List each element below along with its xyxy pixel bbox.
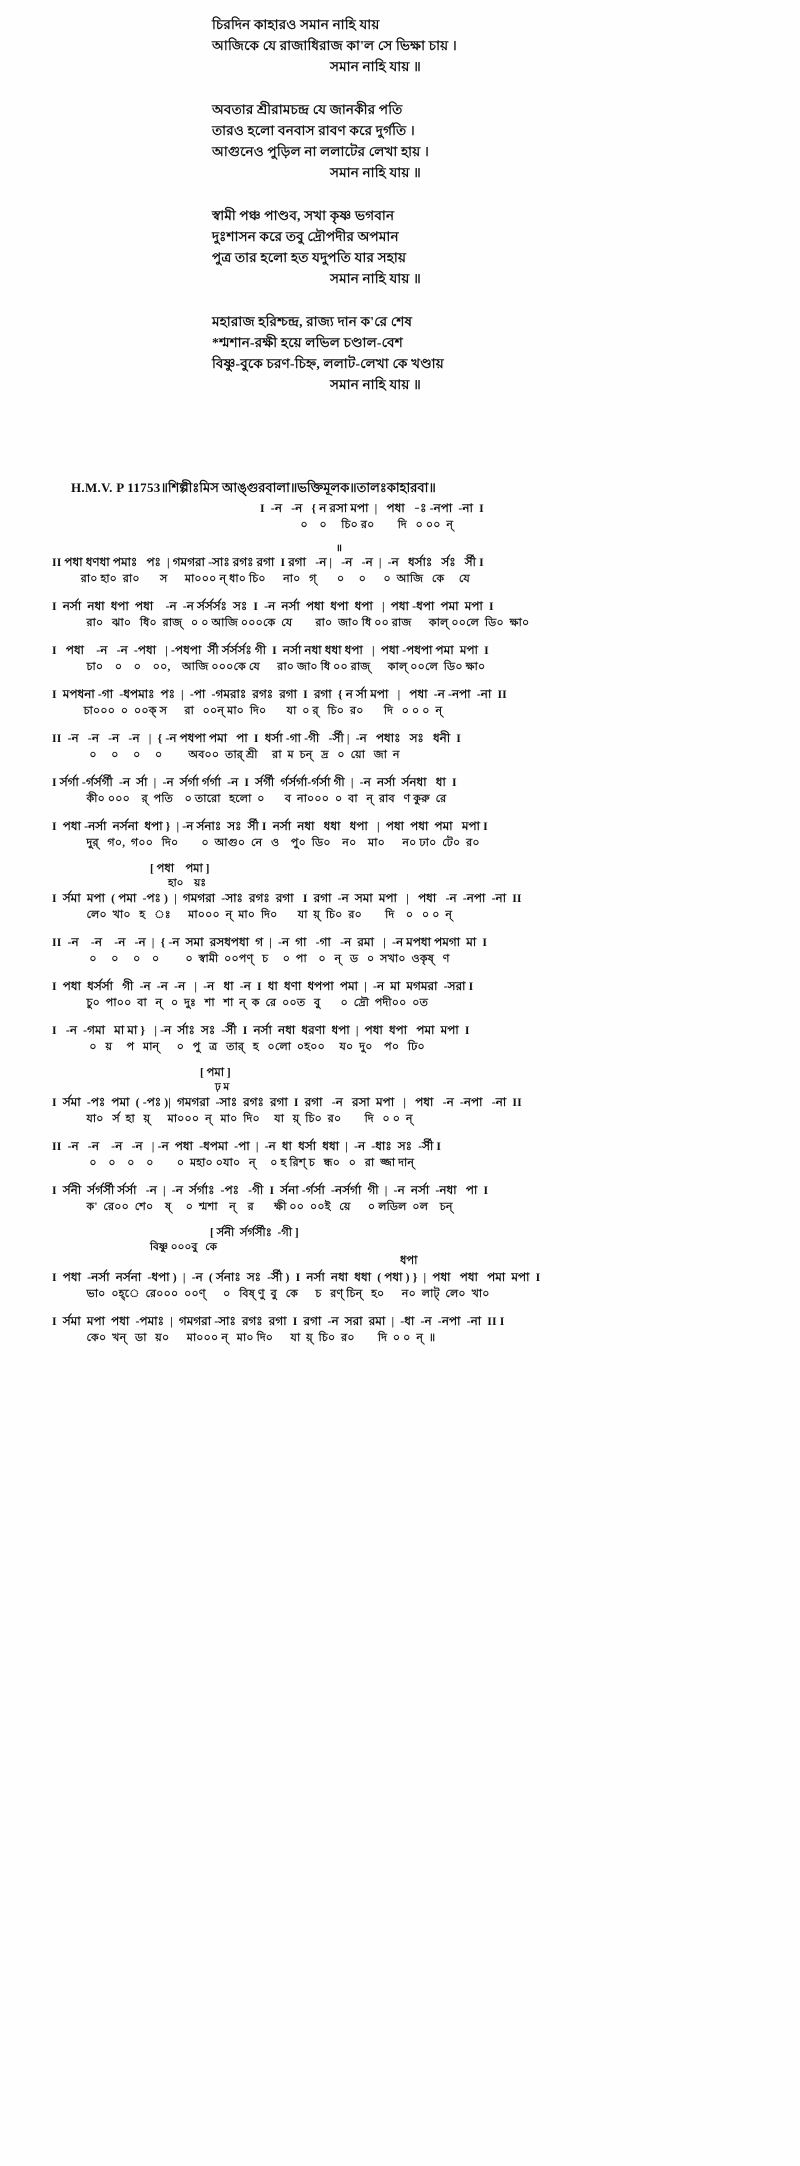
notation-block	[0, 544, 800, 588]
separator-danda: ॥	[289, 480, 298, 495]
notation-block	[0, 1182, 800, 1216]
section-marker-lyric: হা০ য়ঃ	[168, 878, 207, 889]
genre-label: ভক্তিমূলক	[297, 480, 350, 495]
swara-row: I পধা ধর্সর্সা গী -ন -ন -ন | -ন ধা -ন I ধা ধণা ধপপা পমা | -ন মা মগমরা -সরা I	[52, 979, 474, 993]
notation-block	[0, 642, 800, 676]
swara-row: I র্সমা মপা ( পমা -পঃ ) | গমগরা -সাঃ রগঃ রগা I রগা -ন সমা মপা | পধা -ন -নপা -না II	[52, 891, 522, 905]
lyric-row: রা০ হা০ রা০ স মা০০০ ন্ ধা০ চি০ না০ গ্ ০ ০ ০ আজি কে যে	[72, 573, 470, 585]
lyric-refrain: সমান নাহি যায় ॥	[330, 377, 421, 392]
lyric-line: পুত্র তার হলো হত যদুপতি যার সহায়	[212, 250, 407, 265]
swara-row: I পধা -নর্সা নর্সনা ধপা } | -ন র্সনাঃ সঃ র্সী I নর্সা নধা ধধা ধপা | পধা পধা পমা মপা I	[52, 819, 488, 833]
lyric-refrain: সমান নাহি যায় ॥	[330, 271, 421, 286]
lyric-line: অবতার শ্রীরামচন্দ্র যে জানকীর পতি	[212, 102, 403, 117]
swara-row: I -ন -ন { ন রসা মপা | পধা -ঃ -নপা -না I	[260, 501, 484, 515]
lyric-row: ০ ০ ০ ০ অব০০ তার্ শ্রী রা ম চন্ দ্র ০ য়ো জা ন	[72, 749, 400, 761]
tala-name: কাহারবা	[386, 480, 429, 495]
swara-row: I র্সর্গা -র্গর্সর্গী -ন র্সা | -ন র্সর্গা র্গর্গা -ন I র্সর্গী র্গর্সর্গা-র্গর্সা গী | -ন নর্সা র্সনধা ধা I	[52, 775, 457, 789]
notation-block	[0, 686, 800, 720]
lyric-row: ০ ০ ০ ০ ০ স্বামী ০০পণ্ চ ০ পা ০ ন্ ড ০ সখা০ ওকৃষ্ ণ	[72, 953, 450, 965]
notation-block	[0, 1138, 800, 1172]
notation-block	[0, 934, 800, 968]
notation-block	[0, 774, 800, 808]
record-catalog-number: H.M.V. P 11753	[71, 480, 161, 495]
lyric-refrain: সমান নাহি যায় ॥	[330, 165, 421, 180]
lyric-line: *শ্মশান-রক্ষী হয়ে লভিল চণ্ডাল-বেশ	[212, 335, 403, 350]
swara-row: I পধা -নর্সা নর্সনা -ধপা ) | -ন ( র্সনাঃ সঃ -র্সী ) I নর্সা নধা ধধা ( পধা ) } | পধা পধা পমা মপা I	[52, 1270, 541, 1284]
swara-row: II -ন -ন -ন -ন | { -ন পধপা পমা পা I ধর্সা -গা -গী -র্সী | -ন পধাঃ সঃ ধনী I	[52, 731, 461, 745]
section-marker: [ র্সনী র্সর্গর্সীঃ -গী ]	[210, 1227, 299, 1239]
stanza	[0, 205, 800, 289]
swara-row: II পধা ধণধা পমাঃ পঃ | গমগরা -সাঃ রগঃ রগা I রগা -ন | -ন -ন | -ন ধর্সাঃ র্সঃ র্সী I	[52, 555, 484, 569]
lyric-row: কী০ ০০০ র্ পতি ০ তারো হলো ০ ব না০০০ ০ বা ন্ রাব ণ কুরু রে	[72, 793, 447, 805]
swara-row: I মপধনা -গা -ধপমাঃ পঃ | -পা -গমরাঃ রগঃ রগা I রগা { ন র্সা মপা | পধা -ন -নপা -না II	[52, 687, 507, 701]
notation-block	[0, 730, 800, 764]
separator-danda: ॥	[160, 480, 168, 495]
lyric-row: ক' রে০০ শে০ ষ্ ০ শ্মশা ন্ র ক্ষী ০০ ০০ই য়ে ০ লডিল ০ল চন্	[72, 1201, 453, 1213]
stanza	[0, 311, 800, 395]
lyric-row: চা০০০ ০ ০০ক্ স রা ০০ন্ মা০ দি০ যা ০ র্ চি০ র০ দি ০ ০ ০ ন্	[72, 705, 443, 717]
separator-danda: ॥	[428, 480, 436, 495]
section-marker: [ পধা পমা ]	[150, 863, 210, 875]
swara-row: I -ন -গমা মা মা } | -ন র্সাঃ সঃ -র্সী I নর্সা নধা ধরণা ধপা | পধা ধপা পমা মপা I	[52, 1023, 470, 1037]
lyric-row: ০ ০ ০ ০ ০ মহা০ ০যা০ ন্ ০ হ রিশ্ চ ন্ধ০ ০ রা জ্জা দান্	[72, 1157, 415, 1169]
notation-block	[0, 978, 800, 1012]
notation-block	[0, 1022, 800, 1056]
lyric-line: আগুনেও পুড়িল না ললাটের লেখা হায় ।	[212, 144, 430, 159]
lyric-row: রা০ ঝা০ ধি০ রাজ্ ০ ০ আজি ০০০কে যে রা০ জা০ ধি ০০ রাজ কাল্ ০০লে ডি০ ক্ষা০	[72, 617, 530, 629]
lyric-row: ভা০ ০হ্ে রে০০০ ০০ণ্ ০ বিষ্ ণু বু কে চ রণ্ চিন্ হ০ ন০ লাট্ লে০ খা০	[72, 1288, 490, 1300]
swara-row: I র্সমা -পঃ পমা ( -পঃ )| গমগরা -সাঃ রগঃ রগা I রগা -ন রসা মপা | পধা -ন -নপা -না II	[52, 1095, 522, 1109]
lyric-row: চা০ ০ ০ ০০, আজি ০০০কে যে রা০ জা০ ধি ০০ রাজ্ কাল্ ০০লে ডি০ ক্ষা০	[72, 661, 486, 673]
notation-block	[0, 598, 800, 632]
lyric-row: দুর্ গ০, গ০০ দি০ ০ আগু০ নে ও পু০ ডি০ ন০ মা০ ন০ ঢা০ টে০ র০	[72, 837, 480, 849]
lyric-line: দুঃশাসন করে তবু দ্রৌপদীর অপমান	[212, 229, 399, 244]
lyric-row: ০ ০ চি০ র০ দি ০ ০০ ন্	[286, 519, 454, 531]
lyric-row: যা০ র্স হা য়্ মা০০০ ন্ মা০ দি০ যা য়্ চি০ র০ দি ০ ০ ন্	[72, 1113, 413, 1125]
stanza	[0, 99, 800, 183]
swara-row: I নর্সা নধা ধপা পধা -ন -ন র্সর্সর্সঃ সঃ I -ন নর্সা পধা ধপা ধপা | পধা -ধপা পমা মপা I	[52, 599, 494, 613]
lyrics-block	[0, 14, 800, 417]
notation-block	[0, 1066, 800, 1128]
lyric-row: চু০ পা০০ বা ন্ ০ দুঃ শা শা ন্ ক রে ০০ত বু ০ দ্রৌ পদী০০ ০ত	[72, 997, 429, 1009]
section-marker: [ পমা ]	[200, 1067, 231, 1079]
notation-block	[0, 818, 800, 852]
tala-label: তাল	[356, 480, 387, 495]
section-marker-lyric: ঢ় ম	[215, 1082, 230, 1093]
danda-mark: ॥	[336, 543, 342, 554]
notation-block	[0, 862, 800, 924]
swara-row: I র্সনী র্সর্গর্সী র্সর্সা -ন | -ন র্সর্গাঃ -পঃ -গী I র্সনা -র্গর্সা -নর্সর্গা গী | -ন নর্সা -নধা পা I	[52, 1183, 489, 1197]
separator-danda: ॥	[349, 480, 357, 495]
lyric-line: বিষ্ণু-বুকে চরণ-চিহ্ন, ললাট-লেখা কে খণ্ডায়	[212, 356, 444, 371]
lyric-line: আজিকে যে রাজাধিরাজ কা'ল সে ভিক্ষা চায় ।	[212, 38, 457, 53]
stanza	[0, 14, 800, 77]
section-marker-lyric: বিষ্ণু ০০০বু কে	[150, 1242, 217, 1253]
lyric-refrain: সমান নাহি যায় ॥	[330, 59, 421, 74]
notation-block	[0, 1313, 800, 1347]
lyric-row: ০ য় প মান্ ০ পু ত্র তার্ হ ০লো ০হ০০ য০ দু০ প০ ঢি০	[72, 1041, 425, 1053]
artist-name: মিস আঙ্গুরবালা	[199, 480, 290, 495]
lyric-row: কে০ খন্ ডা য়০ মা০০০ ন্ মা০ দি০ যা য়্ চি০ র০ দি ০ ০ ন্ ॥	[72, 1332, 436, 1344]
artist-label: শিল্পী	[167, 480, 200, 495]
swara-row: I র্সমা মপা পধা -পমাঃ | গমগরা -সাঃ রগঃ রগা I রগা -ন সরা রমা | -ধা -ন -নপা -না II I	[52, 1314, 505, 1328]
section-marker-secondary: ধপা	[400, 1255, 418, 1267]
lyric-line: তারও হলো বনবাস রাবণ করে দুর্গতি ।	[212, 123, 415, 138]
lyric-row: লে০ খা০ হ ঃ মা০০০ ন্ মা০ দি০ যা য়্ চি০ র০ দি ০ ০ ০ ন্	[72, 909, 453, 921]
swara-row: II -ন -ন -ন -ন | -ন পধা -ধপমা -পা | -ন ধা ধর্সা ধধা | -ন -ধাঃ সঃ -র্সী I	[52, 1139, 442, 1153]
lyric-line: মহারাজ হরিশ্চন্দ্র, রাজ্য দান ক'রে শেষ	[212, 314, 413, 329]
lyric-line: স্বামী পঞ্চ পাণ্ডব, সখা কৃষ্ণ ভগবান	[212, 208, 395, 223]
swaralipi-notation	[0, 500, 800, 1357]
swara-row: I পধা -ন -ন -পধা | -পধপা র্সী র্সর্সর্সঃ গী I নর্সা নধা ধধা ধপা | পধা -পধপা পমা মপা I	[52, 643, 489, 657]
lyric-line: চিরদিন কাহারও সমান নাহি যায়	[212, 17, 380, 32]
swara-row: II -ন -ন -ন -ন | { -ন সমা রসধপধা গ | -ন গা -গা -ন রমা | -ন মপধা পমগা মা I	[52, 935, 488, 949]
notation-block	[0, 1226, 800, 1303]
notation-block	[0, 500, 800, 534]
